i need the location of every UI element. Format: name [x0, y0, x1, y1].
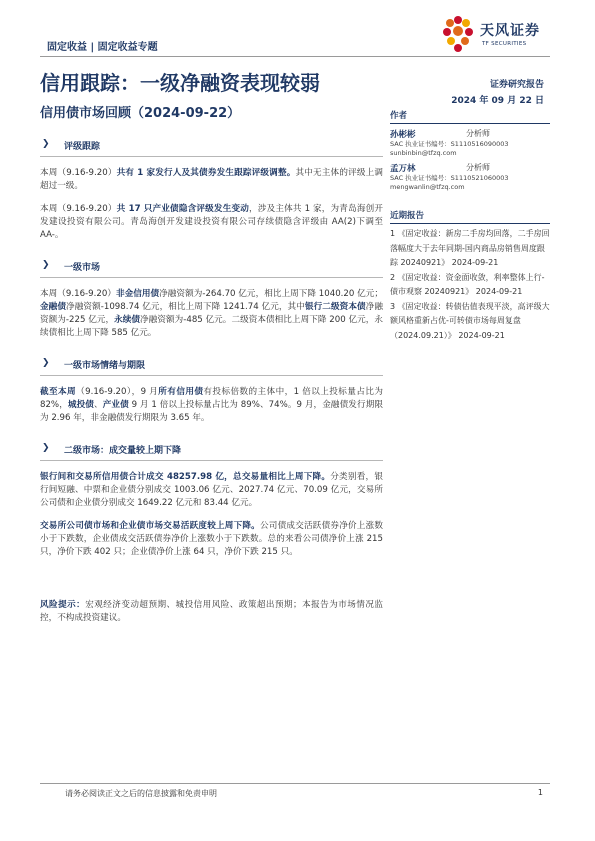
author-name: 孙彬彬 — [390, 130, 416, 140]
logo-name-cn: 天风证券 — [480, 23, 540, 39]
header-divider — [40, 56, 550, 57]
author-role: 分析师 — [466, 163, 490, 172]
recent-report-link[interactable]: 3 《固定收益：转债估值表现平淡，高评级大额风格重新占优-可转债市场每周复盘（2024.09.21）》 2024-09-21 — [390, 301, 550, 340]
body-text: 净融资额为-225 亿元， — [40, 302, 383, 325]
paragraph — [40, 471, 383, 510]
body-text: 净融资额为-264.70 亿元，相比上周下降 1040.20 亿元； — [159, 289, 383, 299]
body-text: （9.16-9.20），9 月 — [76, 387, 159, 397]
emphasis-text: 产业债 — [102, 400, 129, 410]
chevron-right-icon: ❯ — [42, 139, 50, 149]
page-number: 1 — [537, 788, 543, 797]
section-heading-text: 评级跟踪 — [64, 142, 101, 152]
emphasis-text: 金融债 — [40, 302, 67, 312]
section-heading-rating — [40, 135, 383, 157]
header-category: 固定收益 | 固定收益专题 — [47, 42, 158, 53]
paragraph — [40, 288, 383, 340]
footer-disclaimer: 请务必阅读正文之后的信息披露和免责申明 — [65, 789, 217, 798]
body-text: 有投标倍数的主体中，1 倍以上投标量占比为 82%， — [40, 387, 383, 410]
body-text: 本周（9.16-9.20） — [40, 204, 117, 214]
emphasis-text: 交易所公司债市场和企业债市场交易活跃度较上周下降。 — [40, 521, 260, 531]
sidebar — [390, 106, 550, 343]
recent-report-link[interactable]: 1 《固定收益：新房二手房均回落，二手房回落幅度大于去年同期-国内商品房销售周度跟踪 20240921》 2024-09-21 — [390, 229, 550, 267]
logo-name-en: TF SECURITIES — [482, 41, 527, 47]
section-heading-sentiment — [40, 354, 383, 376]
body-text: 9 月 1 倍以上投标量占比为 89%、74%。9 月，金融债发行期限为 2.96 年，非金融债发行期限为 3.65 年。 — [40, 400, 383, 423]
risk-warning — [40, 599, 383, 625]
paragraph — [40, 203, 383, 242]
section-heading-secondary-market — [40, 439, 383, 461]
authors-heading: 作者 — [390, 106, 550, 124]
report-title: 信用跟踪：一级净融资表现较弱 — [40, 71, 320, 95]
author-cert: SAC 执业证书编号：S1110516090003 — [390, 140, 509, 148]
chevron-right-icon: ❯ — [42, 358, 50, 368]
body-text: 其中无主体的评级上调超过一级。 — [40, 168, 383, 191]
body-text: 净融资额为-485 亿元。二级资本债相比上周下降 200 亿元，永续债相比上周下降 585 亿元。 — [40, 315, 383, 338]
emphasis-text: 共有 1 家发行人及其债券发生跟踪评级调整。 — [116, 168, 296, 178]
body-text: ，涉及主体共 1 家，为青岛海创开发建设投资有限公司。青岛海创开发建设投资有限公司存续债隐含评级由 AA(2)下调至 AA-。 — [40, 204, 383, 240]
author-cert: SAC 执业证书编号：S1110521060003 — [390, 174, 509, 182]
paragraph — [40, 386, 383, 425]
emphasis-text: 风险提示： — [40, 600, 86, 610]
body-text: 公司债成交活跃债券净价上涨数小于下跌数，企业债成交活跃债券净价上涨数小于下跌数。总的来看公司债净价上涨 215 只，净价下跌 402 只；企业债净价上涨 64 只，净价下跌 215 只。 — [40, 521, 383, 557]
emphasis-text: 城投债 — [67, 400, 94, 410]
emphasis-text: 永续债 — [114, 315, 141, 325]
company-logo — [438, 14, 550, 54]
author-name: 孟万林 — [390, 164, 416, 174]
emphasis-text: 共 17 只产业债隐含评级发生变动 — [116, 204, 250, 214]
emphasis-text: 银行二级资本债 — [304, 302, 366, 312]
emphasis-text: 截至本周 — [40, 387, 77, 397]
body-text: 净融资额-1098.74 亿元，相比上周下降 1241.74 亿元，其中 — [66, 302, 305, 312]
summary-column — [40, 135, 383, 625]
emphasis-text: 非金信用债 — [115, 289, 160, 299]
report-date: 2024 年 09 月 22 日 — [451, 96, 544, 106]
author-card — [390, 162, 550, 192]
tf-flower-logo-icon — [438, 14, 478, 54]
section-heading-text: 一级市场 — [64, 263, 101, 273]
report-subtitle: 信用债市场回顾（2024-09-22） — [40, 106, 241, 121]
author-email[interactable]: sunbinbin@tfzq.com — [390, 149, 457, 157]
body-text: 本周（9.16-9.20） — [40, 168, 117, 178]
recent-reports-heading: 近期报告 — [390, 206, 550, 224]
recent-report-link[interactable]: 2 《固定收益：资金面收敛，利率整体上行-债市观察 20240921》 2024-09-21 — [390, 272, 545, 296]
body-text: 、 — [93, 400, 103, 410]
chevron-right-icon: ❯ — [42, 443, 50, 453]
section-heading-primary-market — [40, 256, 383, 278]
body-text: 本周（9.16-9.20） — [40, 289, 116, 299]
footer-divider — [40, 783, 550, 784]
report-type: 证券研究报告 — [489, 80, 544, 90]
section-heading-text: 一级市场情绪与期限 — [64, 361, 146, 371]
author-role: 分析师 — [466, 129, 490, 138]
author-email[interactable]: mengwanlin@tfzq.com — [390, 183, 465, 191]
paragraph — [40, 167, 383, 193]
body-text: 分类别看，银行间短融、中票和企业债分别成交 1003.06 亿元、2027.74 亿元、70.09 亿元，交易所公司债和企业债分别成交 1649.22 亿元和 83.44 亿元。 — [40, 472, 383, 508]
author-card — [390, 128, 550, 158]
emphasis-text: 银行间和交易所信用债合计成交 48257.98 亿，总交易量相比上周下降。 — [40, 472, 331, 482]
emphasis-text: 所有信用债 — [158, 387, 204, 397]
chevron-right-icon: ❯ — [42, 260, 50, 270]
paragraph — [40, 520, 383, 559]
body-text: 宏观经济变动超预期、城投信用风险、政策超出预期；本报告为市场情况监控，不构成投资建议。 — [40, 600, 383, 623]
section-heading-text: 二级市场：成交量较上期下降 — [64, 446, 182, 456]
